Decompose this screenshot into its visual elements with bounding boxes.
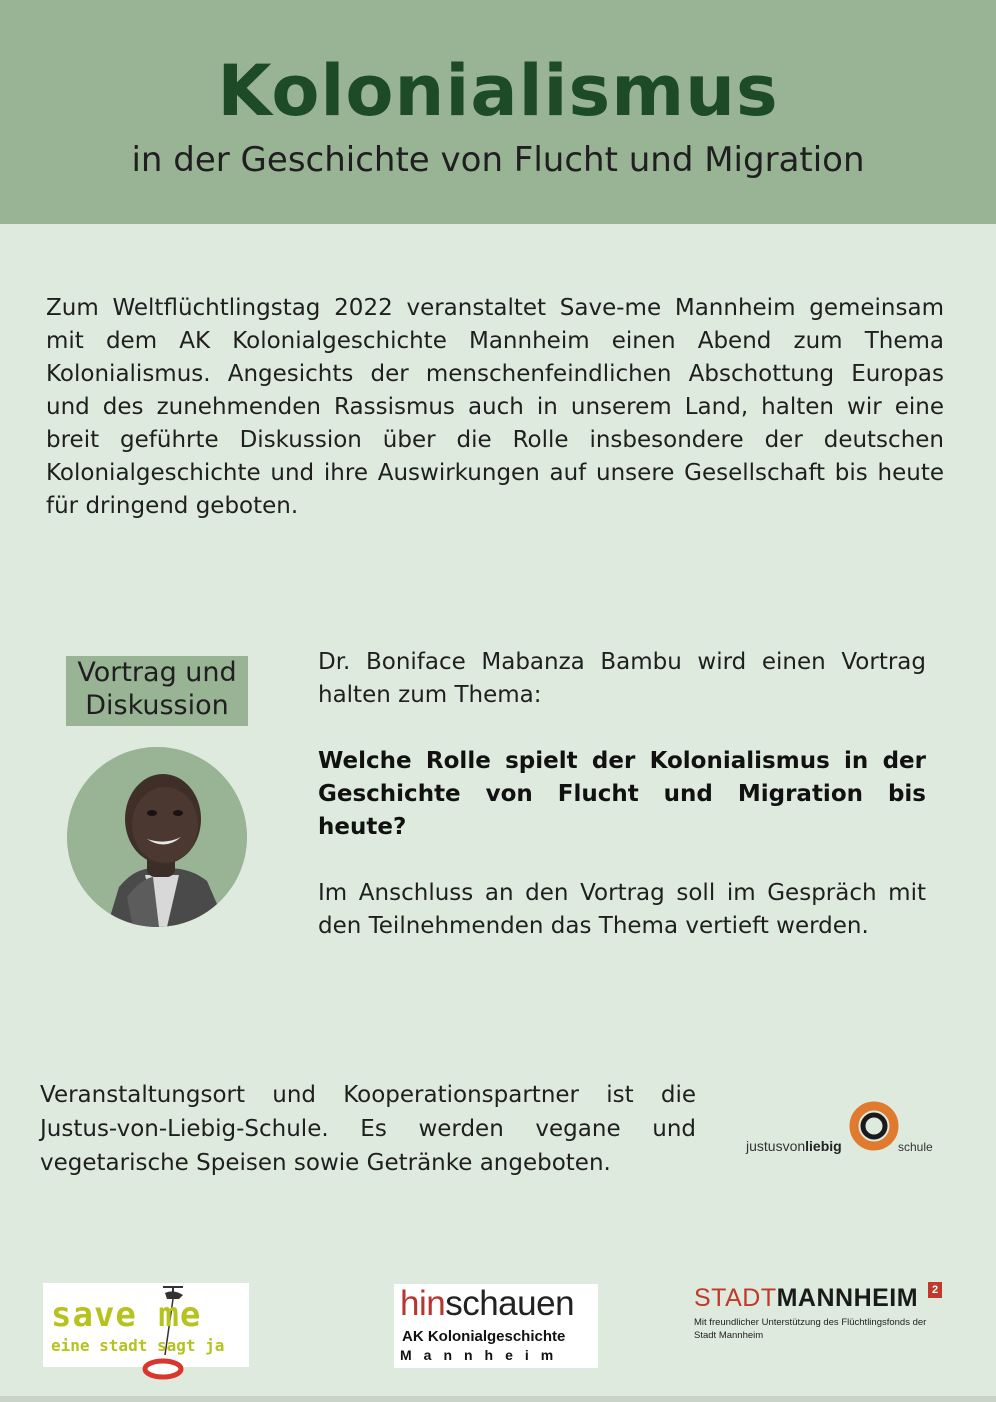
school-logo-name	[746, 1138, 842, 1154]
page-title: Kolonialismus	[217, 50, 779, 132]
talk-question: Welche Rolle spielt der Kolonialismus in der Geschichte von Flucht und Migration bis heute?	[318, 748, 926, 840]
intro-paragraph: Zum Weltflüchtlingstag 2022 veranstaltet Save-me Mannheim gemeinsam mit dem AK Kolonialgeschichte Mannheim einen Abend zum Thema Kolonialismus. Angesichts der menschenfeindlichen Abschottung Europas und des zunehmenden Rassismus auch in unserem Land, halten wir eine breit geführte Diskussion über die Rolle insbesondere der deutschen Kolonialgeschichte und ihre Auswirkungen auf unsere Gesellschaft bis heute für dringend geboten.	[46, 295, 944, 519]
bottom-divider	[0, 1396, 996, 1402]
school-logo-bold: liebig	[805, 1138, 842, 1154]
school-logo	[740, 1100, 950, 1160]
hinschauen-wordmark	[400, 1284, 574, 1324]
hinschauen-schauen: schauen	[445, 1284, 575, 1323]
event-type-line1: Vortrag und	[77, 657, 237, 688]
hinschauen-logo	[394, 1284, 598, 1368]
hinschauen-hin: hin	[400, 1284, 446, 1323]
page-subtitle: in der Geschichte von Flucht und Migration	[131, 140, 865, 180]
saveme-logo	[43, 1283, 249, 1367]
stadt-mannheim-wordmark	[694, 1284, 918, 1313]
stadt-mannheim-logo	[694, 1282, 954, 1352]
hinschauen-city: Mannheim	[400, 1347, 566, 1363]
talk-description	[318, 646, 926, 976]
event-type-tag	[66, 656, 248, 726]
speaker-intro: Dr. Boniface Mabanza Bambu wird einen Vortrag halten zum Thema:	[318, 649, 926, 708]
talk-followup: Im Anschluss an den Vortrag soll im Gespräch mit den Teilnehmenden das Thema vertieft werden.	[318, 880, 926, 939]
stadt-mannheim-badge: 2	[928, 1282, 942, 1298]
header-banner	[0, 0, 996, 224]
saveme-logo-tagline: eine stadt sagt ja	[51, 1336, 225, 1355]
school-logo-suffix: schule	[898, 1140, 933, 1154]
hinschauen-ak-name: AK Kolonialgeschichte	[402, 1328, 566, 1345]
funding-note: Mit freundlicher Unterstützung des Flüchtlingsfonds der Stadt Mannheim	[694, 1317, 927, 1341]
school-logo-prefix: justusvon	[746, 1138, 806, 1154]
venue-paragraph: Veranstaltungsort und Kooperationspartner ist die Justus-von-Liebig-Schule. Es werden vegane und vegetarische Speisen sowie Getränke angeboten.	[40, 1082, 696, 1176]
event-type-line2: Diskussion	[85, 690, 229, 721]
saveme-logo-title: save me	[51, 1295, 202, 1335]
mannheim-word: MANNHEIM	[776, 1284, 919, 1312]
speaker-photo-icon	[67, 747, 247, 927]
stadt-word: STADT	[694, 1284, 777, 1312]
speaker-portrait	[67, 747, 247, 927]
